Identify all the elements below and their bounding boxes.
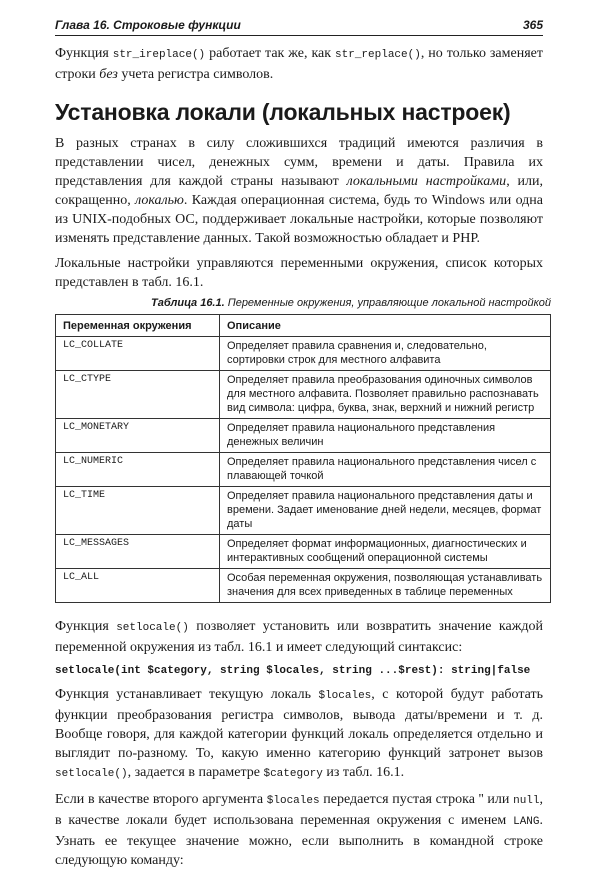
column-header: Переменная окружения — [56, 315, 220, 337]
paragraph-str-ireplace — [55, 44, 543, 84]
variable-name: LC_ALL — [56, 569, 220, 603]
emphasis: без — [99, 67, 118, 82]
text: Функция — [55, 619, 117, 634]
paragraph-setlocale-desc — [55, 685, 543, 784]
variable-name: LC_COLLATE — [56, 337, 220, 371]
text: . Каждая операционная система, будь то Windows или одна из UNIX-подобных ОС, поддерживает локальные настройки, которые позволяют изменять представление данных. Такой возможностью обладает и PHP. — [55, 193, 543, 246]
text: работает так же, как — [205, 46, 336, 61]
caption-text: Переменные окружения, управляющие локальной настройкой — [224, 297, 551, 309]
variable-description: Определяет правила преобразования одиночных символов для местного алфавита. Позволяет правильно распознавать вид символа: цифра, буква, знак, верхний и нижний регистр — [220, 371, 551, 419]
env-variables-table — [55, 314, 551, 603]
text: Функция устанавливает текущую локаль — [55, 687, 319, 702]
variable-description: Определяет правила национального представления даты и времени. Задает именование дней недели, месяцев, формат даты — [220, 487, 551, 535]
text: '' — [478, 792, 484, 807]
variable-name: LC_MONETARY — [56, 419, 220, 453]
paragraph-table-ref: Локальные настройки управляются переменными окружения, список которых представлен в табл. 16.1. — [55, 256, 543, 290]
variable-name: LC_CTYPE — [56, 371, 220, 419]
inline-code: str_replace() — [335, 49, 421, 61]
text: , но только заменяет строки — [55, 46, 543, 82]
table-row — [56, 337, 551, 371]
variable-description: Особая переменная окружения, позволяющая устанавливать значения для всех приведенных в таблице переменных — [220, 569, 551, 603]
variable-name: LC_TIME — [56, 487, 220, 535]
page — [55, 0, 551, 880]
paragraph-setlocale — [55, 617, 543, 657]
text: Функция — [55, 46, 113, 61]
caption-number: Таблица 16.1. — [151, 297, 225, 309]
section-heading: Установка локали (локальных настроек) — [55, 99, 511, 125]
running-header — [55, 13, 543, 36]
table-row — [56, 419, 551, 453]
inline-code: null — [513, 795, 540, 807]
text: позволяет установить или возвратить значение каждой переменной окружения из табл. 16.1 и имеет следующий синтаксис: — [55, 619, 543, 655]
text: , в качестве локали будет использована переменная окружения с именем — [55, 792, 543, 828]
inline-code: $locales — [266, 795, 320, 807]
paragraph-locale-intro — [55, 134, 543, 248]
text: В разных странах в силу сложившихся традиций имеются различия в представлении чисел, денежных сумм, времени и даты. Правила их представления для каждой страны называют — [55, 136, 543, 189]
syntax-code: setlocale(int $category, string $locales, string ...$rest): string|false — [55, 665, 531, 677]
inline-code: $category — [263, 768, 323, 780]
table-row — [56, 535, 551, 569]
text: Если в качестве второго аргумента — [55, 792, 267, 807]
variable-description: Определяет правила национального представления денежных величин — [220, 419, 551, 453]
column-header: Описание — [220, 315, 551, 337]
text: передается пустая строка — [319, 792, 479, 807]
inline-code: LANG — [513, 816, 540, 828]
inline-code: $locales — [318, 690, 372, 702]
table-header-row — [56, 315, 551, 337]
inline-code: setlocale() — [116, 622, 189, 634]
table-row — [56, 569, 551, 603]
text: , с которой будут работать функции преобразования регистра символов, вывода даты/времени и т. д. Вообще говоря, для каждой категории функций локаль определяется отдельно и выглядит по-разному. То, какую именно категорию функций затронет вызов — [55, 687, 543, 761]
table-row — [56, 487, 551, 535]
text: , или, сокращенно, — [55, 174, 544, 208]
table-caption — [55, 296, 551, 310]
text: . Узнать ее текущее значение можно, если выполнить в командной строке следующую команду: — [55, 813, 543, 868]
table-row — [56, 453, 551, 487]
page-number: 365 — [522, 18, 543, 32]
variable-description: Определяет правила национального представления чисел с плавающей точкой — [220, 453, 551, 487]
text: или — [483, 792, 514, 807]
chapter-title: Глава 16. Строковые функции — [55, 18, 241, 32]
emphasis: локалью — [135, 193, 184, 208]
variable-name: LC_NUMERIC — [56, 453, 220, 487]
paragraph-lang — [55, 790, 543, 870]
text: из табл. 16.1. — [322, 765, 405, 780]
table-row — [56, 371, 551, 419]
text: учета регистра символов. — [117, 67, 274, 82]
variable-name: LC_MESSAGES — [56, 535, 220, 569]
variable-description: Определяет формат информационных, диагностических и интерактивных сообщений операционной системы — [220, 535, 551, 569]
inline-code: setlocale() — [55, 768, 128, 780]
variable-description: Определяет правила сравнения и, следовательно, сортировки строк для местного алфавита — [220, 337, 551, 371]
text: , задается в параметре — [127, 765, 264, 780]
emphasis: локальными настройками — [346, 174, 507, 189]
inline-code: str_ireplace() — [112, 49, 206, 61]
